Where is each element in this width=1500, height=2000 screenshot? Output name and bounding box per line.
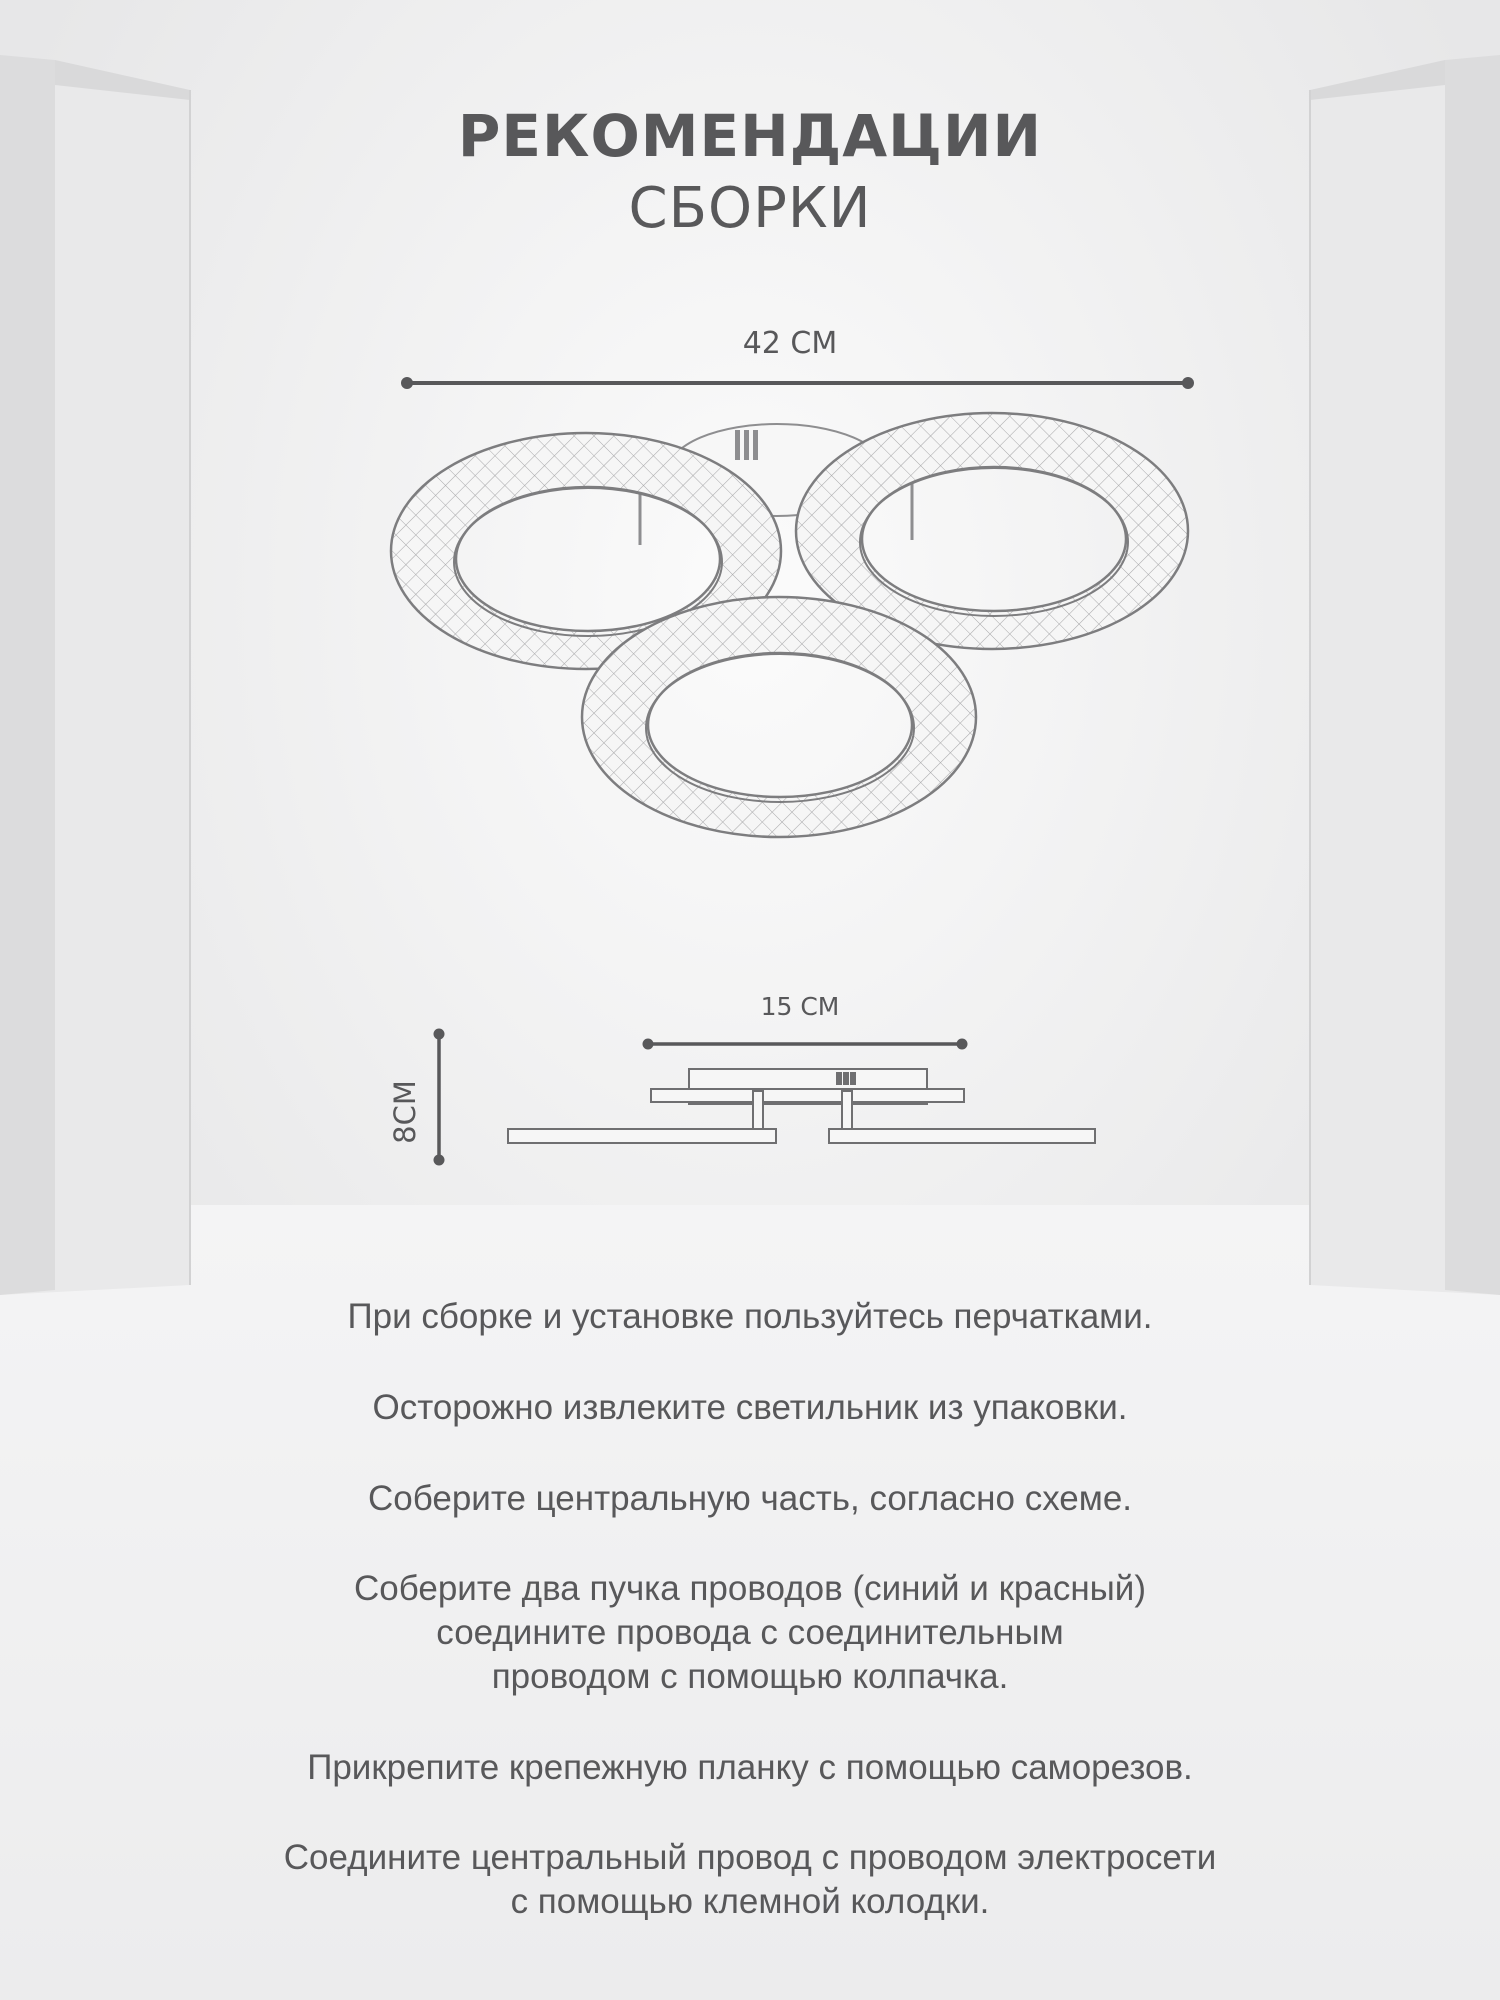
dimension-label-width: 42 CM [742,326,838,361]
title-line-2: СБОРКИ [628,176,872,241]
instructions-list [150,1295,1350,1971]
instruction-item: Осторожно извлеките светильник из упаковки. [372,1387,1128,1427]
instruction-item: Соберите центральную часть, согласно схеме. [367,1478,1133,1518]
instruction-item: Соберите два пучка проводов (синий и красный) соедините провода с соединительным проводом с помощью колпачка. [353,1569,1147,1696]
dimension-label-height: 8CM [388,1080,422,1144]
instruction-item: Соедините центральный провод с проводом электросети с помощью клемной колодки. [283,1838,1217,1921]
instruction-item: При сборке и установке пользуйтесь перчатками. [347,1297,1153,1336]
dimension-label-side-width: 15 CM [760,992,840,1021]
instruction-item: Прикрепите крепежную планку с помощью саморезов. [307,1747,1193,1787]
title-line-1: РЕКОМЕНДАЦИИ [457,102,1043,170]
